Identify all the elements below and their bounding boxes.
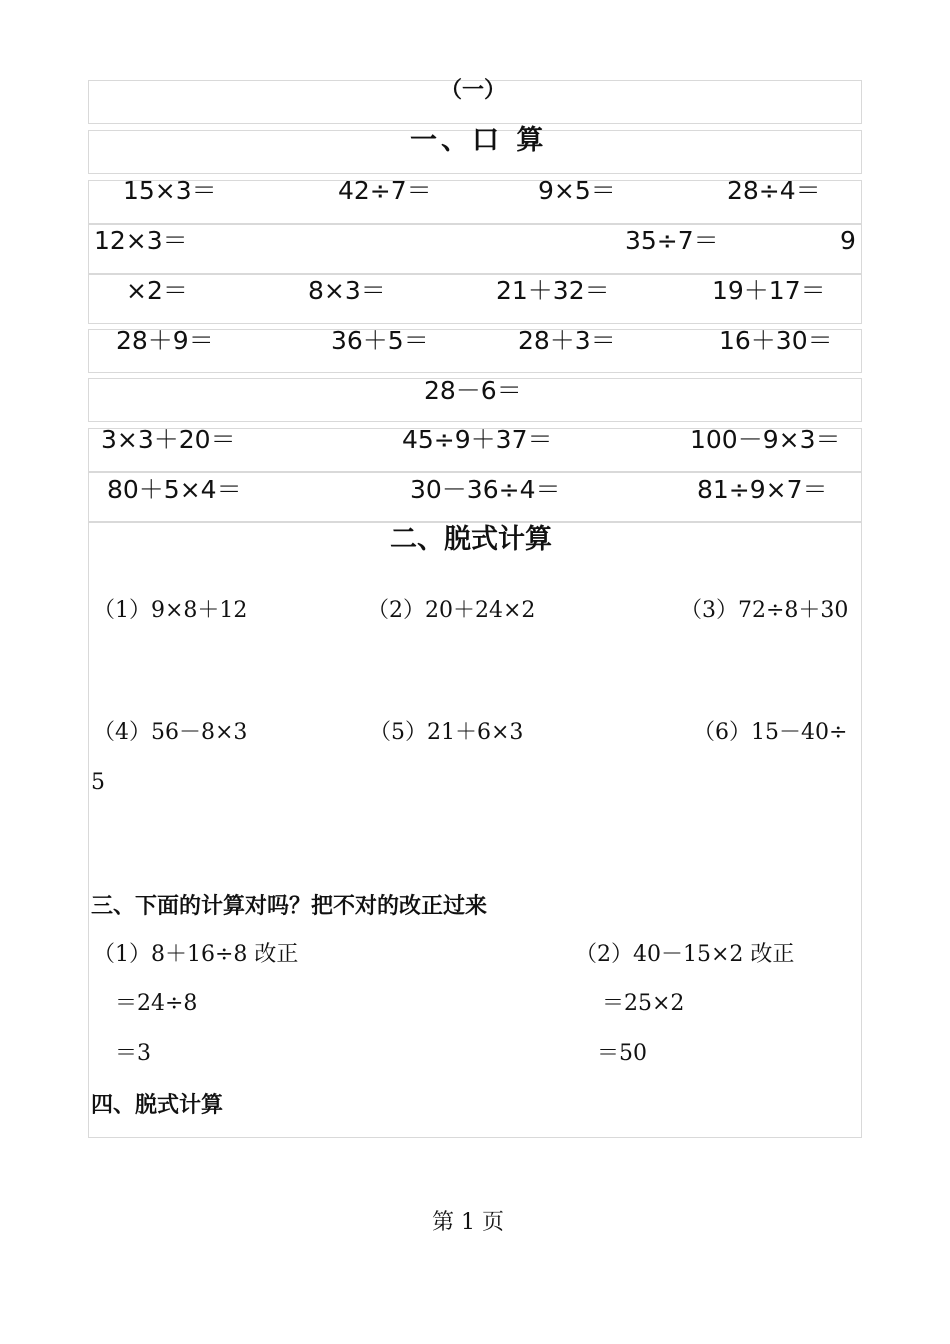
calc-item: 35÷7＝ [625,226,719,255]
check-item: （1）8＋16÷8 改正 [93,942,299,967]
calc-item: 28＋9＝ [116,326,214,355]
calc-item: 9×5＝ [538,176,616,205]
calc-item: 100－9×3＝ [690,425,841,454]
step-calc-item: （3）72÷8＋30 [680,598,849,623]
page-number: 第 1 页 [432,1210,504,1235]
calc-item: 12×3＝ [94,226,188,255]
calc-item: 81÷9×7＝ [697,475,828,504]
calc-item: 9 [840,226,856,255]
calc-item: 16＋30＝ [719,326,833,355]
section3-heading: 三、下面的计算对吗？把不对的改正过来 [91,893,488,919]
calc-item: 8×3＝ [308,276,386,305]
calc-item: 80＋5×4＝ [107,475,242,504]
check-step: ＝3 [115,1041,151,1066]
step-calc-item: （5）21＋6×3 [369,720,524,745]
calc-item: 36＋5＝ [331,326,429,355]
step-calc-item: （2）20＋24×2 [367,598,536,623]
step-calc-item: （1）9×8＋12 [93,598,248,623]
check-step: ＝24÷8 [115,991,198,1016]
check-item: （2）40－15×2 改正 [575,942,795,967]
calc-row2-frame [88,224,862,274]
worksheet-title: （一） [440,77,507,103]
calc-item: 42÷7＝ [338,176,432,205]
calc-item: 19＋17＝ [712,276,826,305]
calc-item: 21＋32＝ [496,276,610,305]
step-calc-item: （4）56－8×3 [93,720,248,745]
section4-heading: 四、脱式计算 [91,1092,224,1118]
step-calc-wrap: 5 [91,770,105,795]
calc-item: 3×3＋20＝ [101,425,236,454]
check-step: ＝50 [597,1041,647,1066]
calc-item: 45÷9＋37＝ [402,425,553,454]
calc-item: 28＋3＝ [518,326,616,355]
section1-heading: 一、口 算 [410,125,548,156]
check-step: ＝25×2 [602,991,685,1016]
calc-item: 28÷4＝ [727,176,821,205]
calc-item: 30－36÷4＝ [410,475,561,504]
calc-item: 15×3＝ [123,176,217,205]
calc-item: 28－6＝ [424,376,522,405]
step-calc-item: （6）15－40÷ [693,720,848,745]
calc-item: ×2＝ [126,276,188,305]
section2-heading: 二、脱式计算 [390,524,552,555]
